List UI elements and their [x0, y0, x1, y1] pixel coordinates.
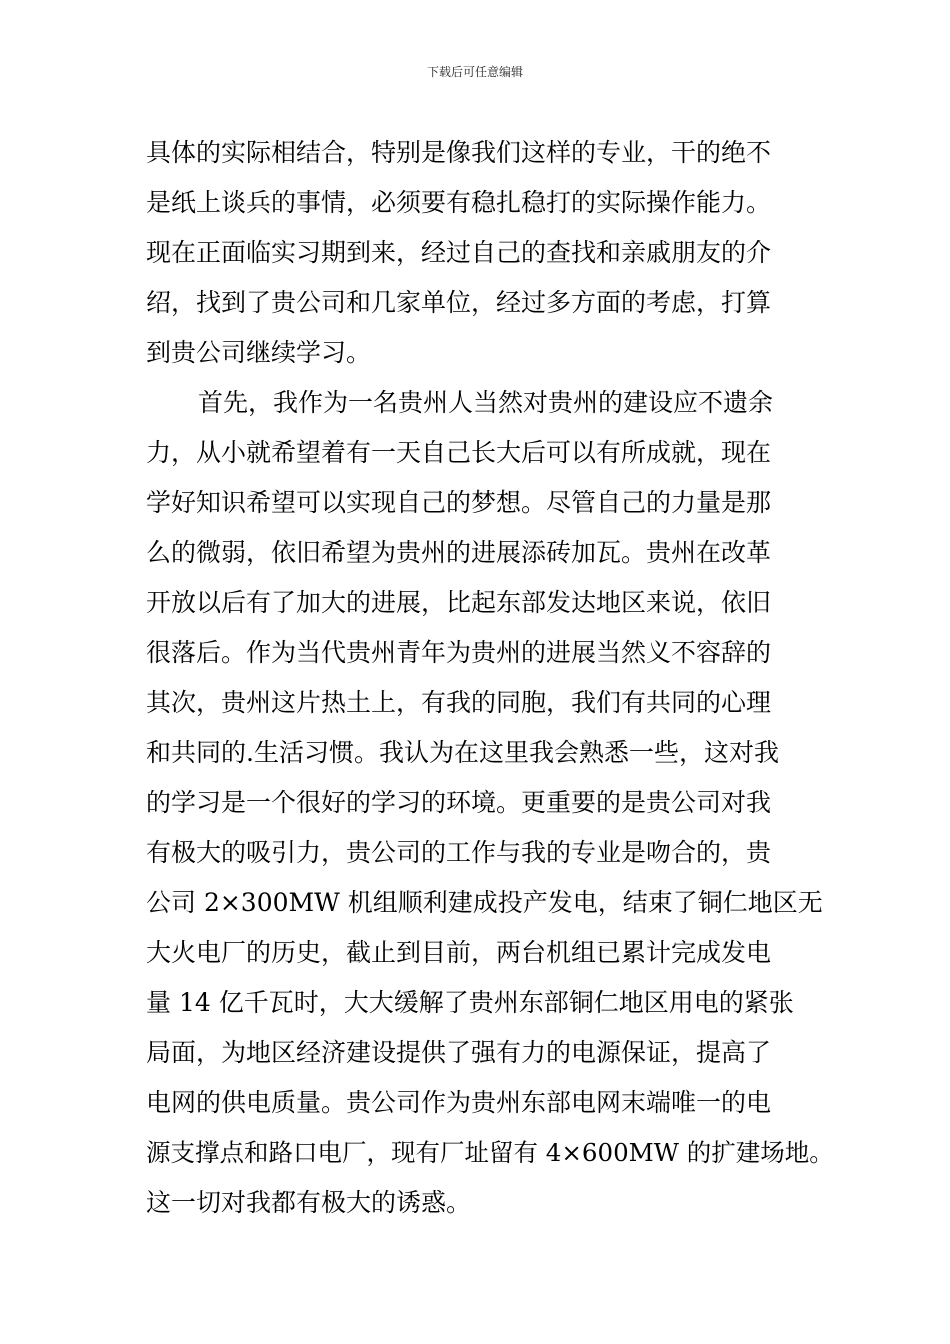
- text-line: 开放以后有了加大的进展，比起东部发达地区来说，依旧: [146, 588, 772, 617]
- text-line: 大火电厂的历史，截止到目前，两台机组已累计完成发电: [146, 938, 772, 967]
- page-header: 下载后可任意编辑: [426, 65, 523, 79]
- paragraph-first-line: 首先，我作为一名贵州人当然对贵州的建设应不遗余: [198, 388, 774, 417]
- text-line: 学好知识希望可以实现自己的梦想。尽管自己的力量是那: [146, 488, 772, 517]
- text-line: 和共同的.生活习惯。我认为在这里我会熟悉一些，这对我: [146, 738, 779, 767]
- text-line: 力，从小就希望着有一天自己长大后可以有所成就，现在: [146, 438, 772, 467]
- text-line: 源支撑点和路口电厂，现有厂址留有 4×600MW 的扩建场地。: [146, 1138, 834, 1167]
- text-line: 其次，贵州这片热土上，有我的同胞，我们有共同的心理: [146, 688, 772, 717]
- text-line: 这一切对我都有极大的诱惑。: [146, 1188, 472, 1217]
- text-line: 公司 2×300MW 机组顺利建成投产发电，结束了铜仁地区无: [146, 888, 823, 917]
- body-text: [146, 128, 834, 1228]
- text-line: 量 14 亿千瓦时，大大缓解了贵州东部铜仁地区用电的紧张: [146, 988, 794, 1017]
- text-line: 的学习是一个很好的学习的环境。更重要的是贵公司对我: [146, 788, 772, 817]
- text-line: 到贵公司继续学习。: [146, 338, 372, 367]
- text-line: 么的微弱，依旧希望为贵州的进展添砖加瓦。贵州在改革: [146, 538, 772, 567]
- text-line: 具体的实际相结合，特别是像我们这样的专业，干的绝不: [146, 138, 772, 167]
- text-line: 局面，为地区经济建设提供了强有力的电源保证，提高了: [146, 1038, 772, 1067]
- text-line: 有极大的吸引力，贵公司的工作与我的专业是吻合的，贵: [146, 838, 772, 867]
- text-line: 很落后。作为当代贵州青年为贵州的进展当然义不容辞的: [146, 638, 772, 667]
- text-line: 绍，找到了贵公司和几家单位，经过多方面的考虑，打算: [146, 288, 772, 317]
- text-line: 是纸上谈兵的事情，必须要有稳扎稳打的实际操作能力。: [146, 188, 772, 217]
- text-line: 现在正面临实习期到来，经过自己的查找和亲戚朋友的介: [146, 238, 772, 267]
- text-line: 电网的供电质量。贵公司作为贵州东部电网末端唯一的电: [146, 1088, 772, 1117]
